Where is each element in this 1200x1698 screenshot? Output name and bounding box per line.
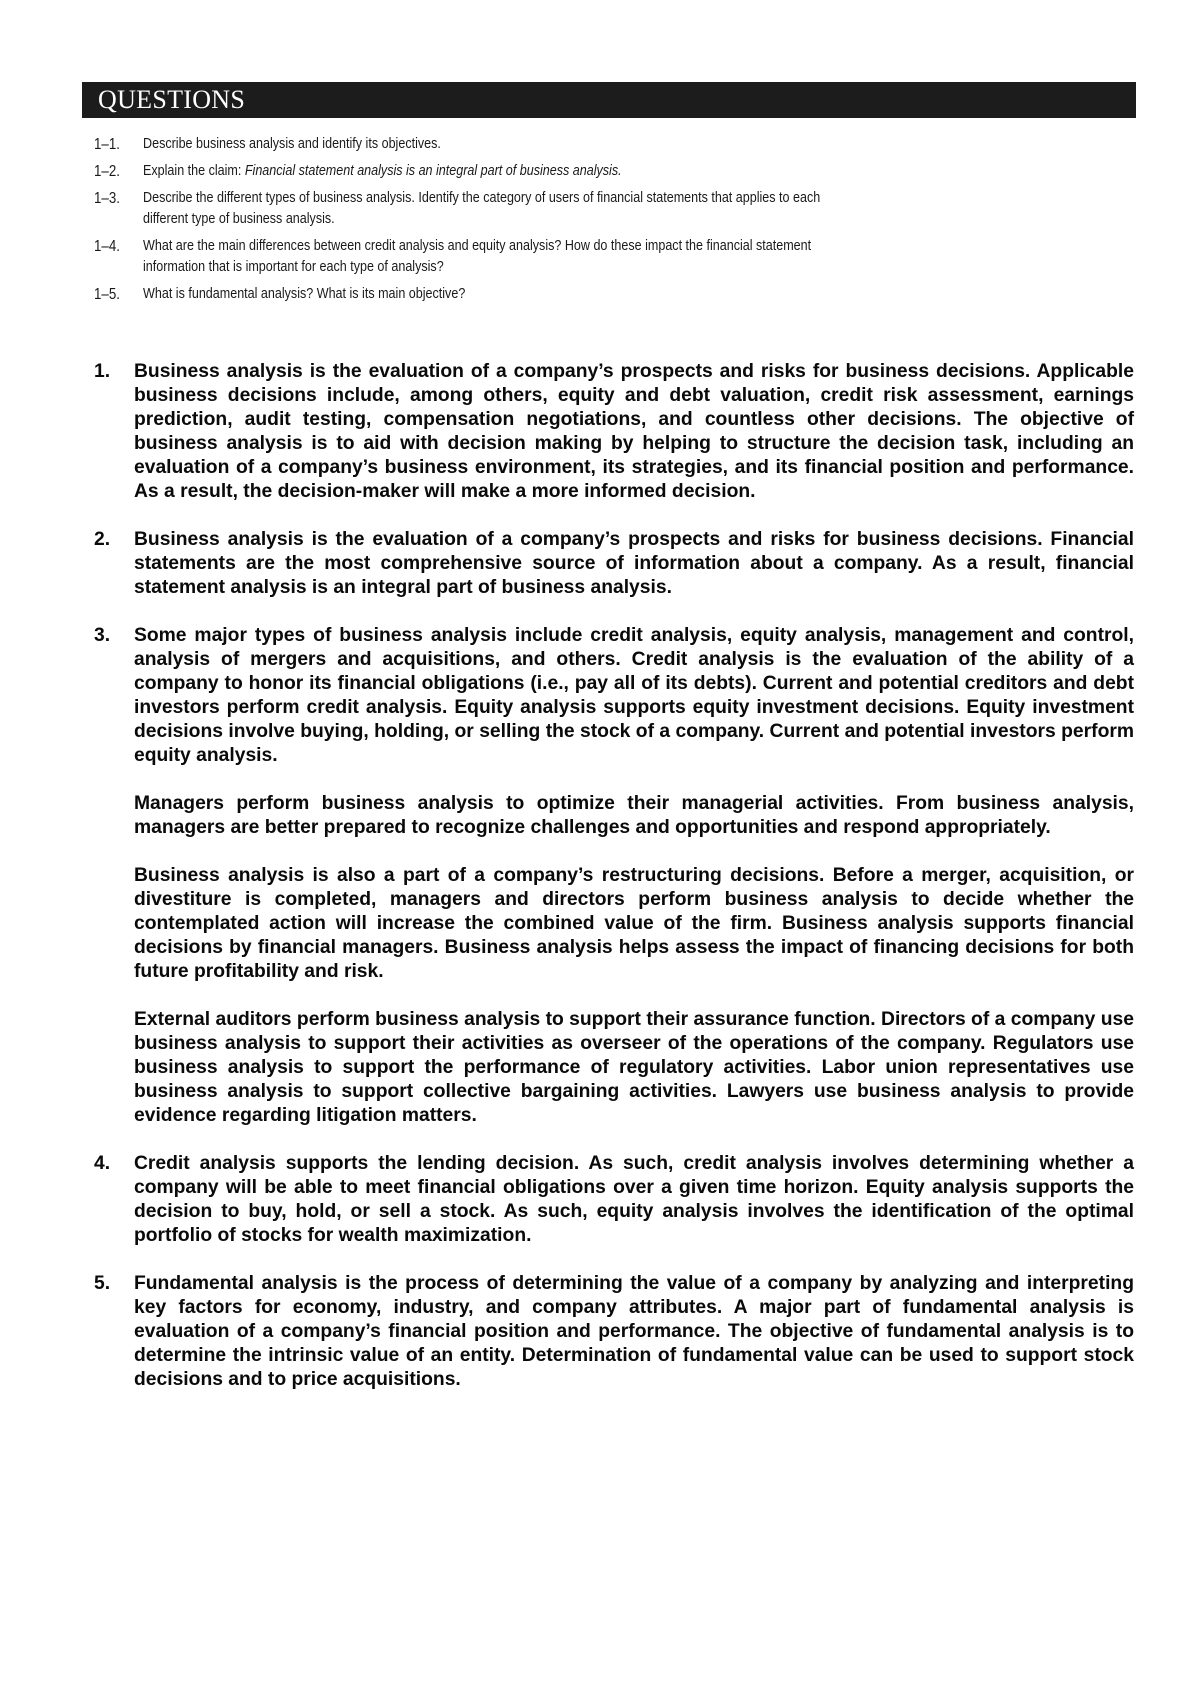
answer-paragraph: External auditors perform business analysis to support their assurance function. Directors of a company use business analysis to support their activities as overseer of the operations of the company. Regulators use business analysis to support the performance of regulatory activities. Labor union representatives use business analysis to support collective bargaining activities. Lawyers use business analysis to provide evidence regarding litigation matters.: [134, 1009, 1134, 1126]
question-list: [94, 134, 868, 311]
answer-paragraph: Some major types of business analysis include credit analysis, equity analysis, management and control, analysis of mergers and acquisitions, and others. Credit analysis is the evaluation of the ability of a company to honor its financial obligations (i.e., pay all of its debts). Current and potential creditors and debt investors perform credit analysis. Equity analysis supports equity investment decisions. Equity investment decisions involve buying, holding, or selling the stock of a company. Current and potential investors perform equity analysis.: [134, 625, 1134, 766]
answer-item: [94, 1272, 1134, 1392]
answer-item: [94, 624, 1134, 1128]
question-item: [94, 284, 868, 305]
section-header: QUESTIONS: [82, 82, 1136, 118]
answer-paragraph: Business analysis is also a part of a company’s restructuring decisions. Before a merger, acquisition, or divestiture is completed, managers and directors perform business analysis to decide whether the contemplated action will increase the combined value of the firm. Business analysis supports financial decisions by financial managers. Business analysis helps assess the impact of financing decisions for both future profitability and risk.: [134, 865, 1134, 982]
answer-body: [134, 624, 1134, 1128]
question-number: 1–4.: [94, 238, 120, 255]
answer-item: [94, 1152, 1134, 1248]
answer-body: [134, 1272, 1134, 1392]
answer-paragraph: Managers perform business analysis to optimize their managerial activities. From business analysis, managers are better prepared to recognize challenges and opportunities and respond appropriately.: [134, 793, 1134, 838]
question-number: 1–1.: [94, 136, 120, 153]
question-text-italic: Financial statement analysis is an integral part of business analysis.: [244, 163, 622, 179]
answer-item: [94, 360, 1134, 504]
answer-paragraph: Credit analysis supports the lending decision. As such, credit analysis involves determining whether a company will be able to meet financial obligations over a given time horizon. Equity analysis supports the decision to buy, hold, or sell a stock. As such, equity analysis involves the identification of the optimal portfolio of stocks for wealth maximization.: [134, 1153, 1134, 1246]
answer-body: [134, 1152, 1134, 1248]
answer-body: [134, 528, 1134, 600]
answer-number: 3.: [94, 625, 111, 646]
answer-paragraph: Business analysis is the evaluation of a company’s prospects and risks for business decisions. Financial statements are the most comprehensive source of information about a company. As a result, financial statement analysis is an integral part of business analysis.: [134, 529, 1134, 598]
question-text: What is fundamental analysis? What is its main objective?: [143, 286, 466, 302]
question-item: [94, 188, 868, 230]
answer-paragraph: Business analysis is the evaluation of a company’s prospects and risks for business decisions. Applicable business decisions include, among others, equity and debt valuation, credit risk assessment, earnings prediction, audit testing, compensation negotiations, and countless other decisions. The objective of business analysis is to aid with decision making by helping to structure the decision task, including an evaluation of a company’s business environment, its strategies, and its financial position and performance. As a result, the decision-maker will make a more informed decision.: [134, 361, 1134, 502]
question-item: [94, 134, 868, 155]
question-number: 1–3.: [94, 190, 120, 207]
question-item: [94, 236, 868, 278]
answer-body: [134, 360, 1134, 504]
answer-number: 2.: [94, 529, 111, 550]
question-number: 1–2.: [94, 163, 120, 180]
answer-number: 4.: [94, 1153, 111, 1174]
answer-number: 1.: [94, 361, 111, 382]
question-item: [94, 161, 868, 182]
question-text: What are the main differences between credit analysis and equity analysis? How do these impact the financial statement information that is important for each type of analysis?: [143, 238, 812, 275]
question-number: 1–5.: [94, 286, 120, 303]
question-text: Describe business analysis and identify its objectives.: [143, 136, 441, 152]
answer-paragraph: Fundamental analysis is the process of determining the value of a company by analyzing and interpreting key factors for economy, industry, and company attributes. A major part of fundamental analysis is evaluation of a company’s financial position and performance. The objective of fundamental analysis is to determine the intrinsic value of an entity. Determination of fundamental value can be used to support stock decisions and to price acquisitions.: [134, 1273, 1134, 1390]
answer-number: 5.: [94, 1273, 111, 1294]
question-text: [143, 161, 868, 182]
answer-item: [94, 528, 1134, 600]
question-text: Describe the different types of business analysis. Identify the category of users of financial statements that applies to each different type of business analysis.: [143, 190, 821, 227]
answer-list: [94, 360, 1134, 1416]
question-text-prefix: Explain the claim:: [143, 163, 245, 179]
